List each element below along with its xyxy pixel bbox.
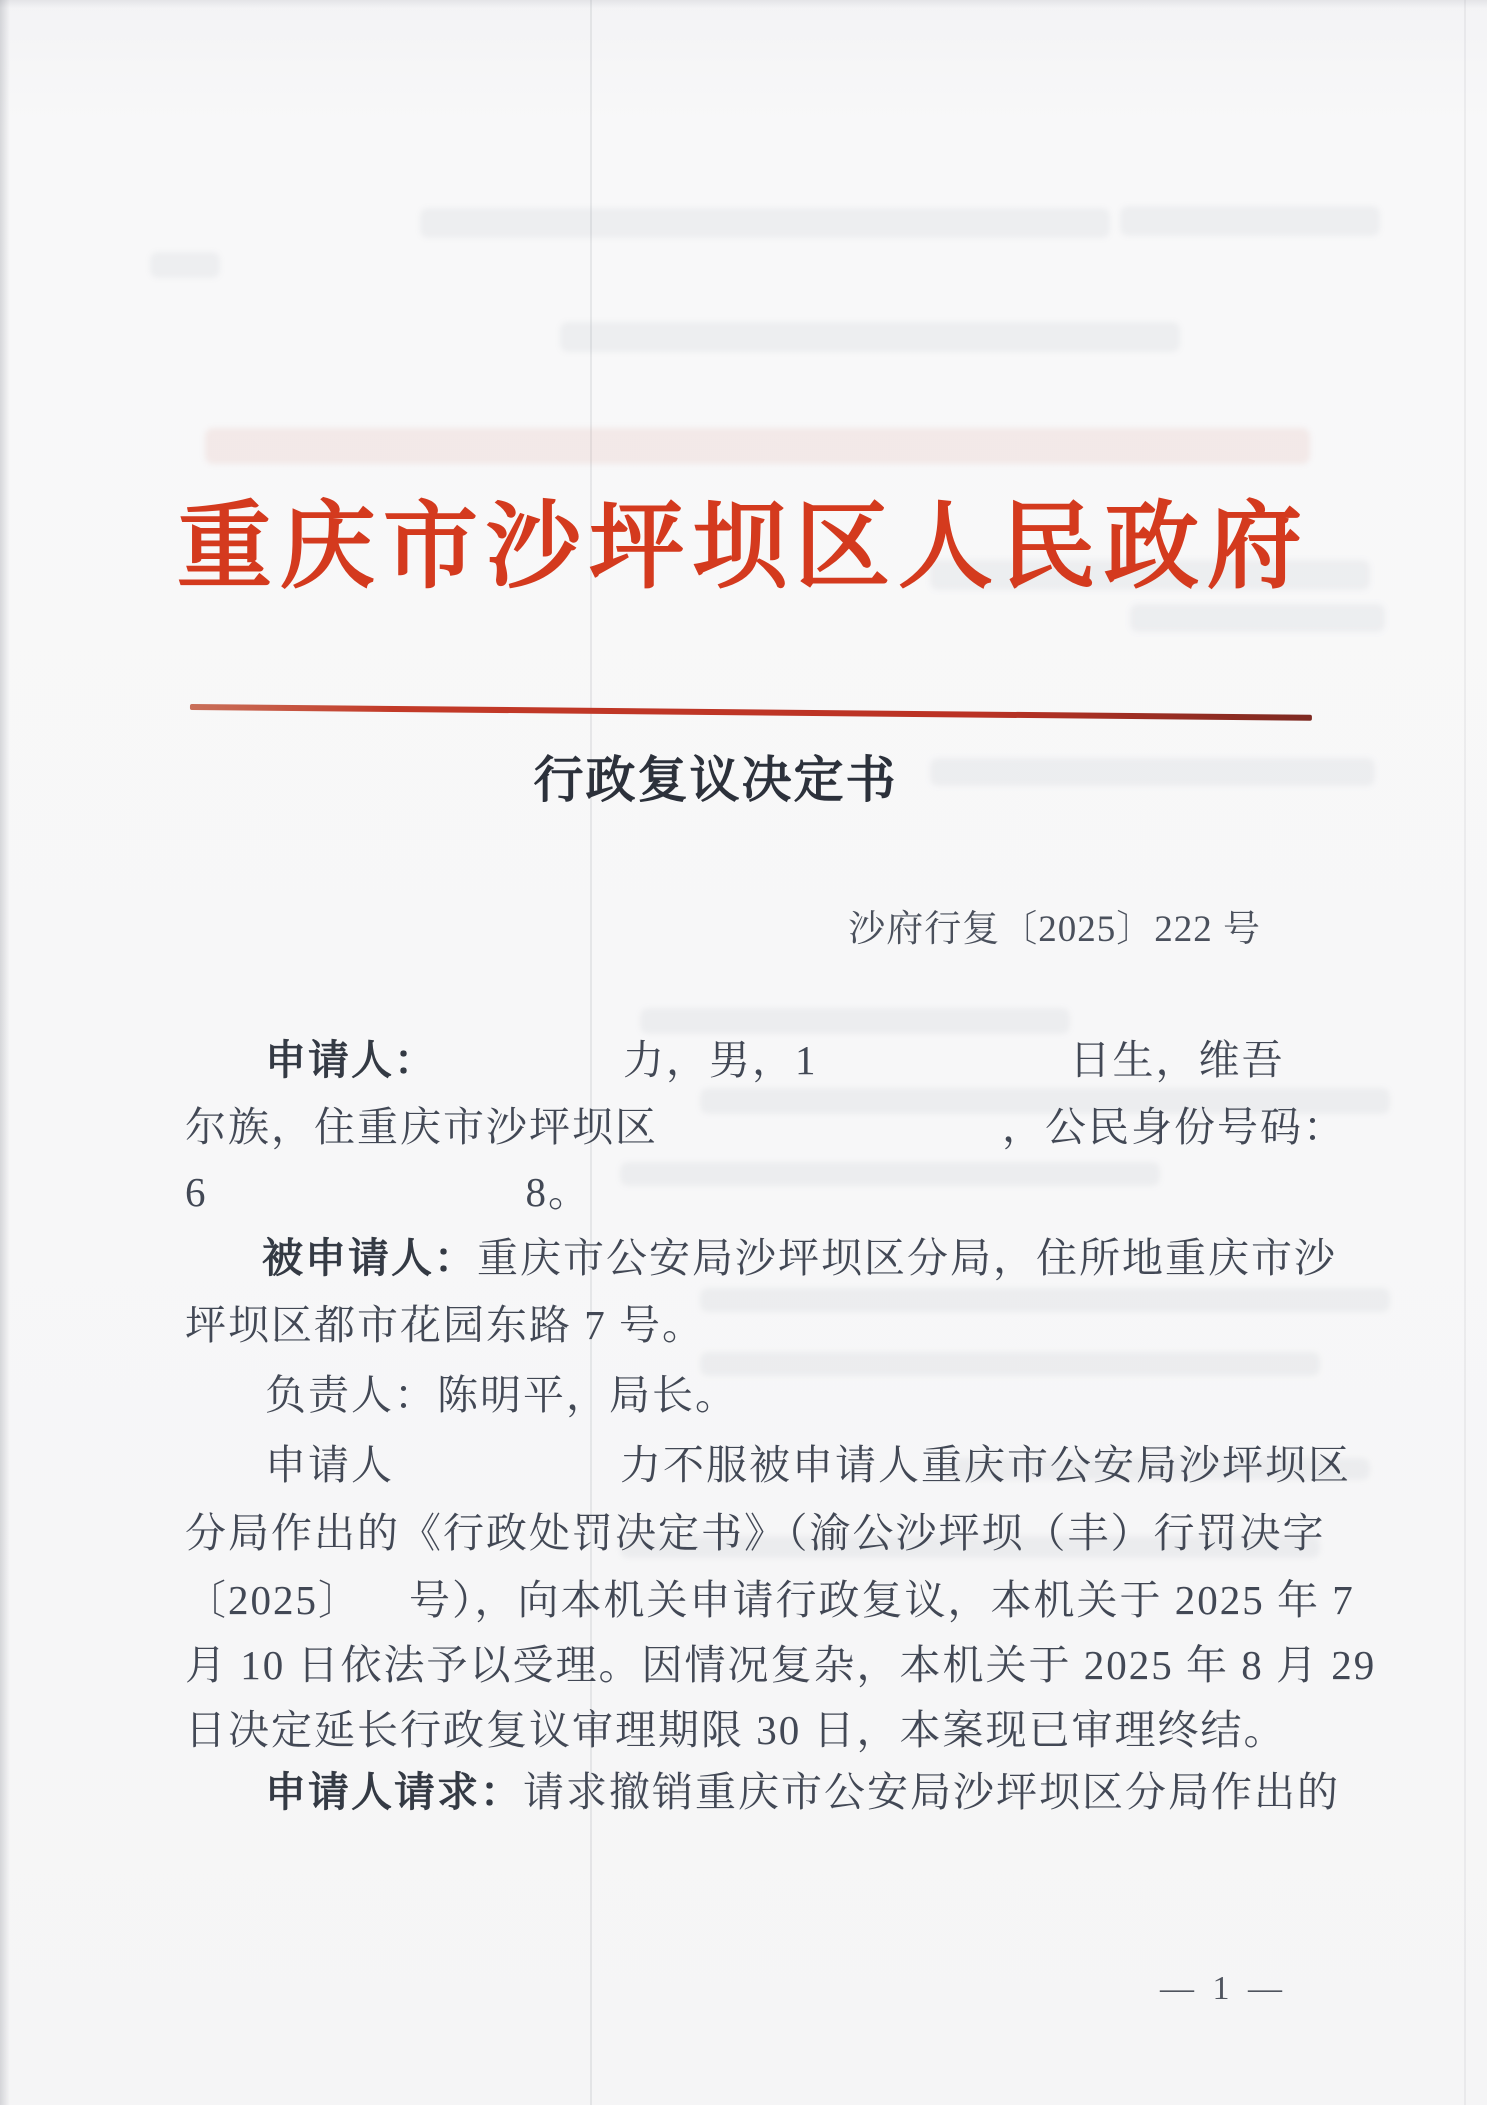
bleedthrough-smudge	[560, 322, 1180, 352]
bleedthrough-smudge	[620, 1162, 1160, 1186]
bleedthrough-smudge	[700, 1288, 1390, 1312]
body-text: 坪坝区都市花园东路 7 号。	[185, 1302, 705, 1348]
body-line-5	[185, 1299, 705, 1351]
body-line-7	[265, 1439, 1351, 1491]
agency-title: 重庆市沙坪坝区人民政府	[176, 494, 1310, 600]
body-text: 〔2025〕	[185, 1577, 361, 1623]
body-line-2	[185, 1101, 1346, 1153]
body-text: ，公民身份号码：	[1002, 1104, 1346, 1150]
doc-type-title: 行政复议决定书	[533, 752, 898, 808]
doc-number: 沙府行复〔2025〕222 号	[848, 909, 1261, 950]
body-text: 请求撤销重庆市公安局沙坪坝区分局作出的	[523, 1769, 1340, 1815]
body-text: 尔族，住重庆市沙坪坝区	[185, 1104, 658, 1150]
body-text: 分局作出的《行政处罚决定书》（渝公沙坪坝（丰）行罚决字	[185, 1510, 1326, 1556]
bleedthrough-smudge	[1120, 206, 1380, 236]
body-label: 被申请人：	[262, 1235, 477, 1281]
bleedthrough-smudge	[205, 428, 1310, 464]
redaction-gap	[394, 1490, 620, 1491]
body-line-3	[185, 1166, 591, 1218]
body-text: 力不服被申请人重庆市公安局沙坪坝区	[620, 1442, 1351, 1488]
body-line-9	[185, 1574, 1355, 1626]
fold-line	[1464, 0, 1466, 2105]
body-text: 号），向本机关申请行政复议，本机关于 2025 年 7	[409, 1577, 1355, 1623]
body-text: 日生，维吾	[1069, 1037, 1285, 1083]
body-text: 6	[185, 1169, 208, 1215]
body-text: 8。	[525, 1169, 591, 1215]
body-line-1	[265, 1034, 1285, 1086]
bleedthrough-smudge	[640, 1008, 1070, 1034]
body-label: 申请人：	[265, 1037, 437, 1083]
body-label: 申请人请求：	[265, 1769, 523, 1815]
bleedthrough-smudge	[700, 1352, 1320, 1376]
scan-edge-shadow-top	[0, 0, 1487, 8]
body-text: 日决定延长行政复议审理期限 30 日，本案现已审理终结。	[185, 1707, 1287, 1753]
body-text: 力，男，1	[623, 1037, 818, 1083]
body-text: 重庆市公安局沙坪坝区分局，住所地重庆市沙	[477, 1235, 1337, 1281]
bleedthrough-smudge	[150, 252, 220, 278]
body-text: 负责人：陈明平，局长。	[265, 1372, 738, 1418]
bleedthrough-smudge	[1130, 604, 1385, 632]
body-line-6	[265, 1369, 738, 1421]
body-text: 申请人	[265, 1442, 394, 1488]
scan-edge-shadow-left	[0, 0, 10, 2105]
red-divider-rule	[190, 704, 1312, 721]
redaction-gap	[361, 1625, 409, 1626]
body-line-4	[262, 1232, 1337, 1284]
page-number: — 1 —	[1160, 1970, 1287, 2007]
body-line-11	[185, 1704, 1287, 1756]
body-line-8	[185, 1507, 1326, 1559]
redaction-gap	[208, 1217, 526, 1218]
body-line-10	[185, 1639, 1376, 1691]
redaction-gap	[658, 1152, 1002, 1153]
bleedthrough-smudge	[420, 208, 1110, 238]
redaction-gap	[437, 1085, 623, 1086]
body-text: 月 10 日依法予以受理。因情况复杂，本机关于 2025 年 8 月 29	[185, 1642, 1377, 1688]
body-line-12	[265, 1766, 1340, 1818]
redaction-gap	[818, 1085, 1070, 1086]
